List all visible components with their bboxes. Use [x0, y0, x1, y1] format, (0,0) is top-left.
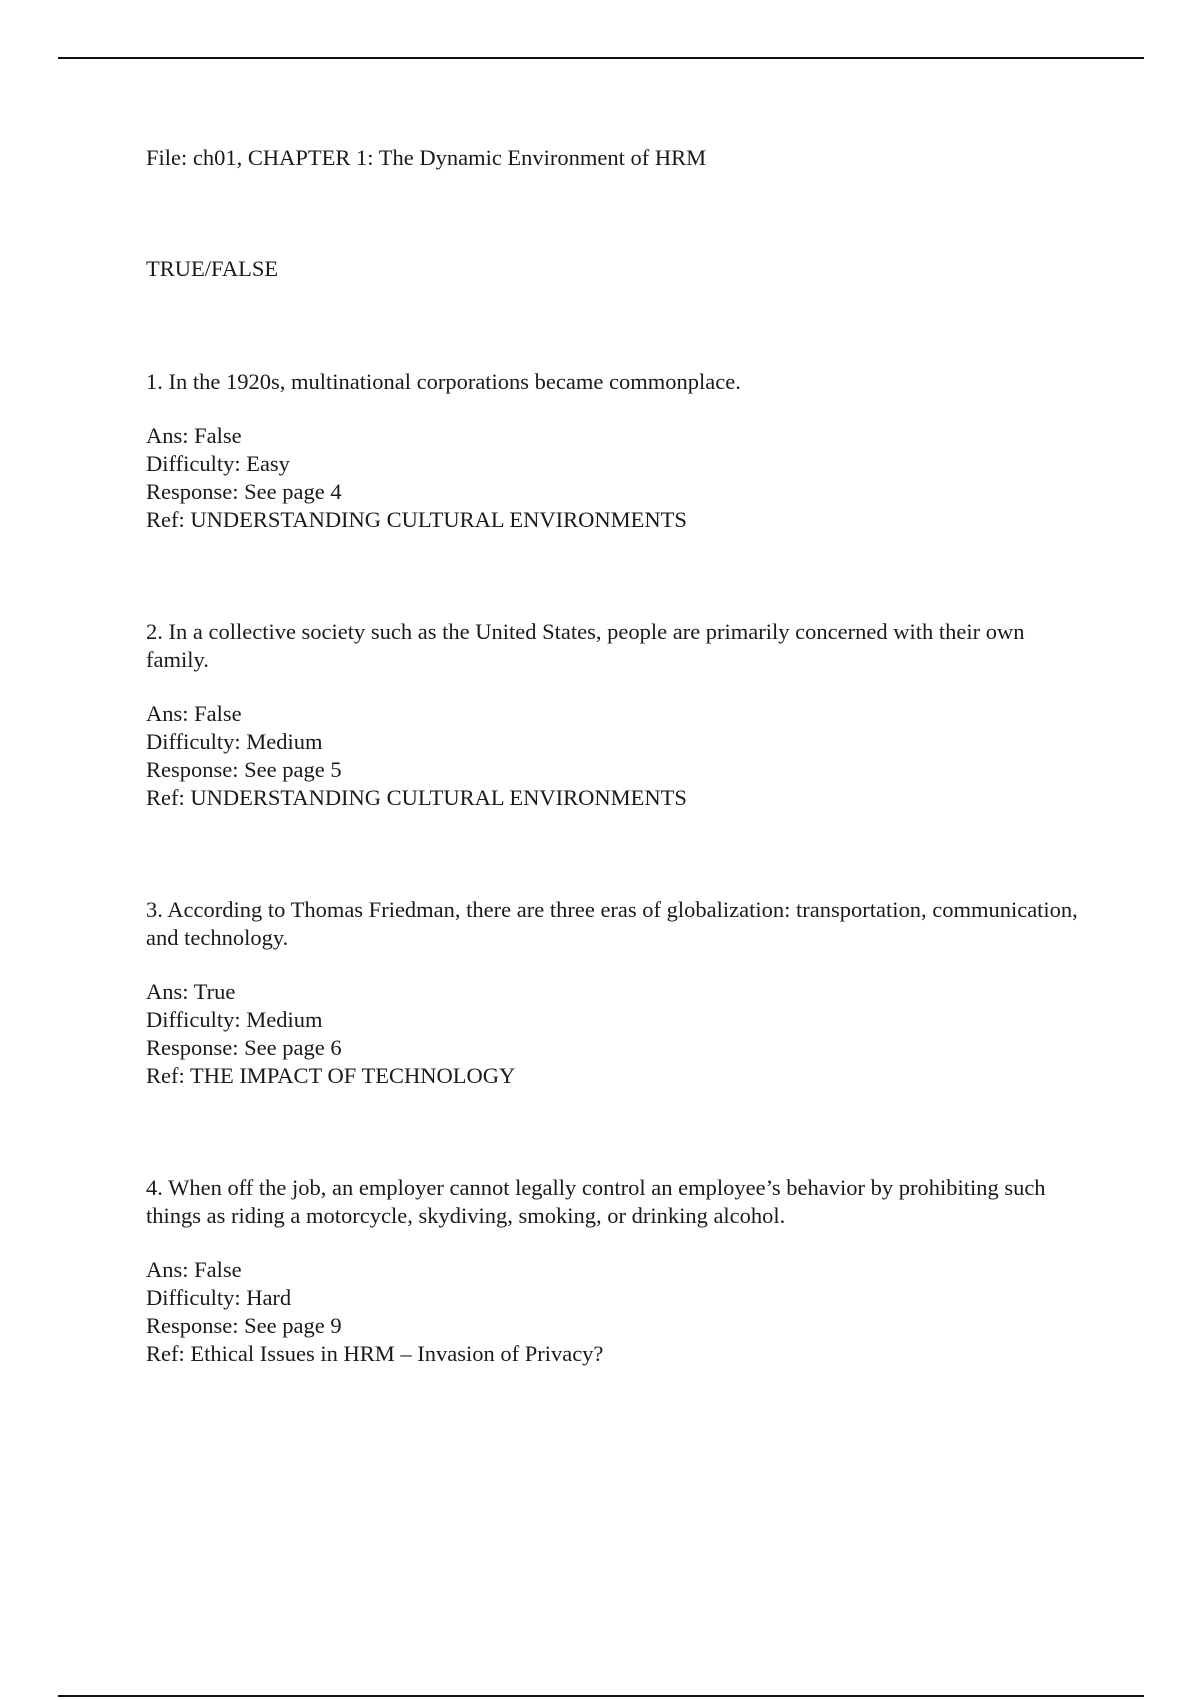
top-divider [58, 57, 1144, 59]
response-line: Response: See page 5 [146, 757, 342, 782]
question-text: 3. According to Thomas Friedman, there are three eras of globalization: transportation, communication, and technology. [146, 897, 1078, 950]
bottom-divider [58, 1695, 1144, 1697]
ref-line: Ref: THE IMPACT OF TECHNOLOGY [146, 1063, 516, 1088]
difficulty-line: Difficulty: Medium [146, 1007, 323, 1032]
question-item [146, 368, 1086, 534]
ref-line: Ref: Ethical Issues in HRM – Invasion of Privacy? [146, 1341, 604, 1366]
ref-line: Ref: UNDERSTANDING CULTURAL ENVIRONMENTS [146, 785, 687, 810]
question-item [146, 618, 1086, 812]
difficulty-line: Difficulty: Hard [146, 1285, 292, 1310]
response-line: Response: See page 6 [146, 1035, 342, 1060]
question-item [146, 1174, 1086, 1368]
difficulty-line: Difficulty: Easy [146, 451, 290, 476]
file-title: File: ch01, CHAPTER 1: The Dynamic Environment of HRM [146, 145, 707, 170]
answer-line: Ans: False [146, 423, 242, 448]
response-line: Response: See page 9 [146, 1313, 342, 1338]
ref-line: Ref: UNDERSTANDING CULTURAL ENVIRONMENTS [146, 507, 687, 532]
question-text: 1. In the 1920s, multinational corporations became commonplace. [146, 369, 741, 394]
difficulty-line: Difficulty: Medium [146, 729, 323, 754]
response-line: Response: See page 4 [146, 479, 342, 504]
section-title: TRUE/FALSE [146, 256, 279, 281]
question-item [146, 896, 1086, 1090]
question-text: 2. In a collective society such as the United States, people are primarily concerned with their own family. [146, 619, 1025, 672]
answer-line: Ans: False [146, 1257, 242, 1282]
question-text: 4. When off the job, an employer cannot legally control an employee’s behavior by prohibiting such things as riding a motorcycle, skydiving, smoking, or drinking alcohol. [146, 1175, 1046, 1228]
answer-line: Ans: True [146, 979, 236, 1004]
answer-line: Ans: False [146, 701, 242, 726]
